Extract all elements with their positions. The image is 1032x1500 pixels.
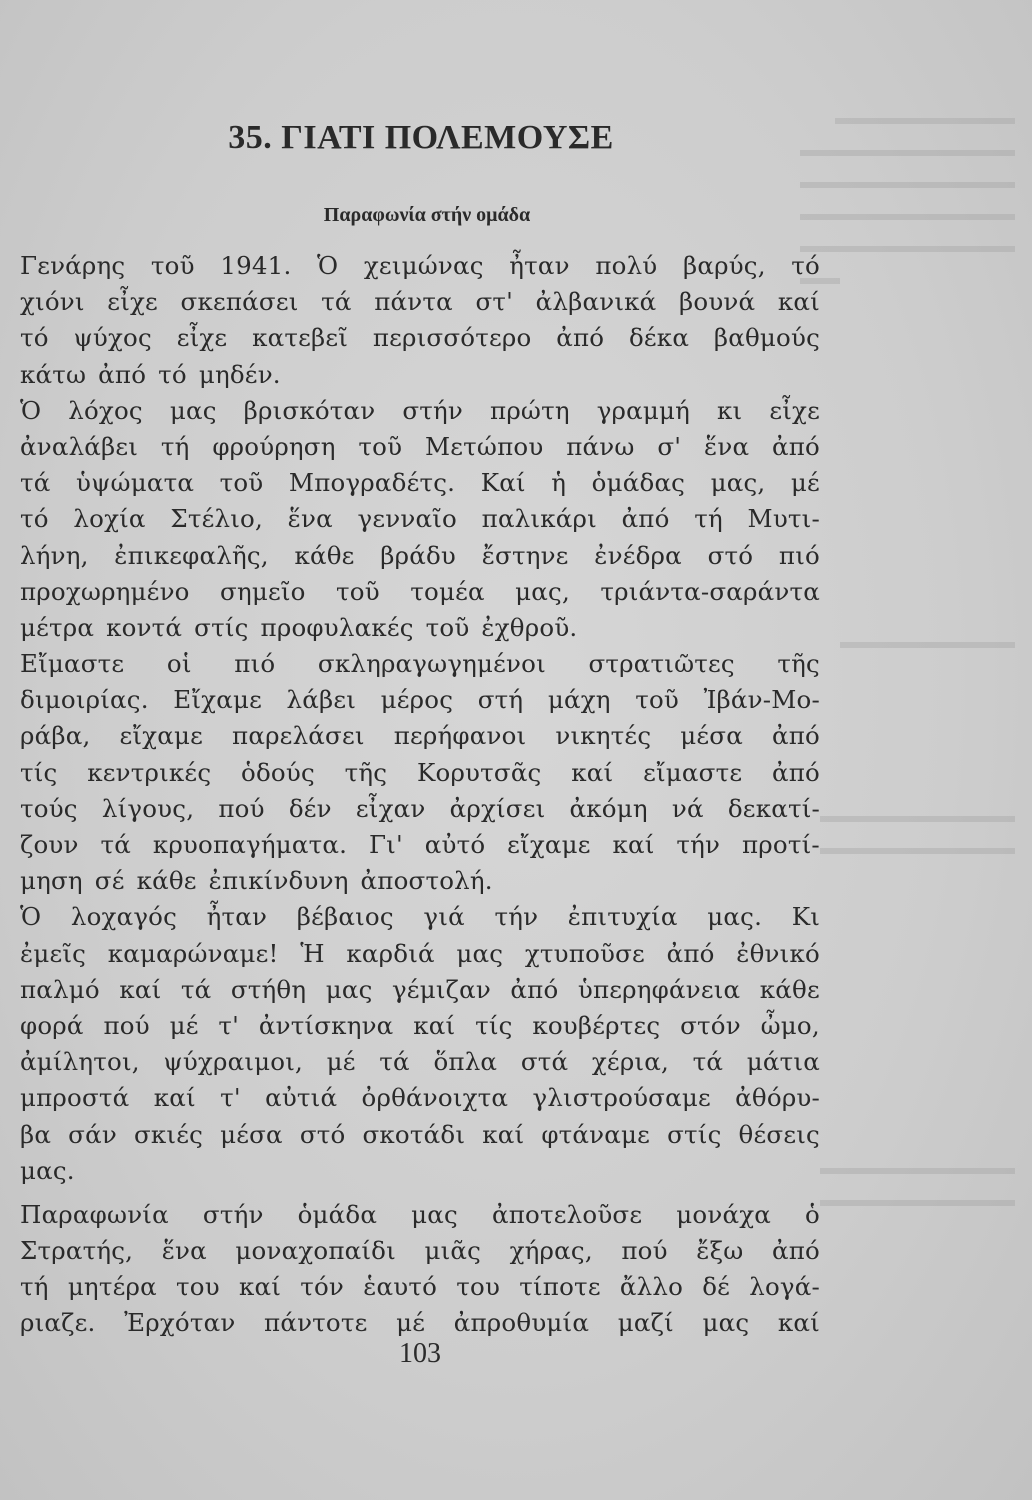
text-line: Εἴμαστε οἱ πιό σκληραγωγημένοι στρατιῶτες τῆς [20,649,820,679]
text-line: τό λοχία Στέλιο, ἕνα γενναῖο παλικάρι ἀπό τή Μυτι- [20,504,820,534]
text-line: ἐμεῖς καμαρώναμε! Ἡ καρδιά μας χτυποῦσε ἀπό ἐθνικό [20,938,820,968]
text-line: τή μητέρα του καί τόν ἑαυτό του τίποτε ἄλλο δέ λογά- [20,1272,820,1302]
page-number: 103 [399,1338,441,1369]
text-line: Παραφωνία στήν ὁμάδα μας ἀποτελοῦσε μονάχα ὁ [20,1199,820,1229]
page-content [20,112,820,1342]
text-line: Στρατής, ἕνα μοναχοπαίδι μιᾶς χήρας, πού ἔξω ἀπό [20,1236,820,1266]
text-line: τίς κεντρικές ὁδούς τῆς Κορυτσᾶς καί εἴμαστε ἀπό [20,757,820,787]
text-line: μας. [20,1155,75,1185]
text-line: προχωρημένο σημεῖο τοῦ τομέα μας, τριάντα-σαράντα [20,576,820,606]
text-line: λήνη, ἐπικεφαλῆς, κάθε βράδυ ἔστηνε ἐνέδρα στό πιό [20,540,820,570]
text-line: κάτω ἀπό τό μηδέν. [20,359,281,389]
text-line: φορά πού μέ τ' ἀντίσκηνα καί τίς κουβέρτες στόν ὦμο, [20,1010,820,1040]
text-line: Γενάρης τοῦ 1941. Ὁ χειμώνας ἦταν πολύ βαρύς, τό [20,251,820,280]
text-line: χιόνι εἶχε σκεπάσει τά πάντα στ' ἀλβανικά βουνά καί [20,287,820,317]
body-text [20,248,820,1342]
text-line: τούς λίγους, πού δέν εἶχαν ἀρχίσει ἀκόμη νά δεκατί- [20,793,820,823]
chapter-title: 35. ΓΙΑΤΙ ΠΟΛΕΜΟΥΣΕ [228,119,614,156]
text-line: Ὁ λοχαγός ἦταν βέβαιος γιά τήν ἐπιτυχία μας. Κι [20,902,820,932]
text-line: μπροστά καί τ' αὐτιά ὀρθάνοιχτα γλιστρούσαμε ἀθόρυ- [20,1083,820,1113]
text-line: παλμό καί τά στήθη μας γέμιζαν ἀπό ὑπερηφάνεια κάθε [20,974,820,1004]
text-line: ἀναλάβει τή φρούρηση τοῦ Μετώπου πάνω σ' ἕνα ἀπό [20,431,820,461]
chapter-subtitle: Παραφωνία στήν ομάδα [323,204,531,226]
text-line: ριαζε. Ἐρχόταν πάντοτε μέ ἀπροθυμία μαζί μας καί [20,1308,820,1338]
text-line: τό ψύχος εἶχε κατεβεῖ περισσότερο ἀπό δέκα βαθμούς [20,323,820,353]
text-line: Ὁ λόχος μας βρισκόταν στήν πρώτη γραμμή κι εἶχε [20,395,820,425]
text-line: βα σάν σκιές μέσα στό σκοτάδι καί φτάναμε στίς θέσεις [20,1119,820,1149]
text-line: ζουν τά κρυοπαγήματα. Γι' αὐτό εἴχαμε καί τήν προτί- [20,830,820,859]
text-line: μηση σέ κάθε ἐπικίνδυνη ἀποστολή. [20,866,493,896]
text-line: τά ὑψώματα τοῦ Μπογραδέτς. Καί ἡ ὁμάδας μας, μέ [20,468,820,498]
text-line: διμοιρίας. Εἴχαμε λάβει μέρος στή μάχη τοῦ Ἰβάν-Μο- [20,685,820,715]
text-line: ἀμίλητοι, ψύχραιμοι, μέ τά ὅπλα στά χέρια, τά μάτια [20,1047,820,1077]
text-line: ράβα, εἴχαμε παρελάσει περήφανοι νικητές μέσα ἀπό [20,721,820,751]
text-line: μέτρα κοντά στίς προφυλακές τοῦ ἐχθροῦ. [20,612,578,642]
